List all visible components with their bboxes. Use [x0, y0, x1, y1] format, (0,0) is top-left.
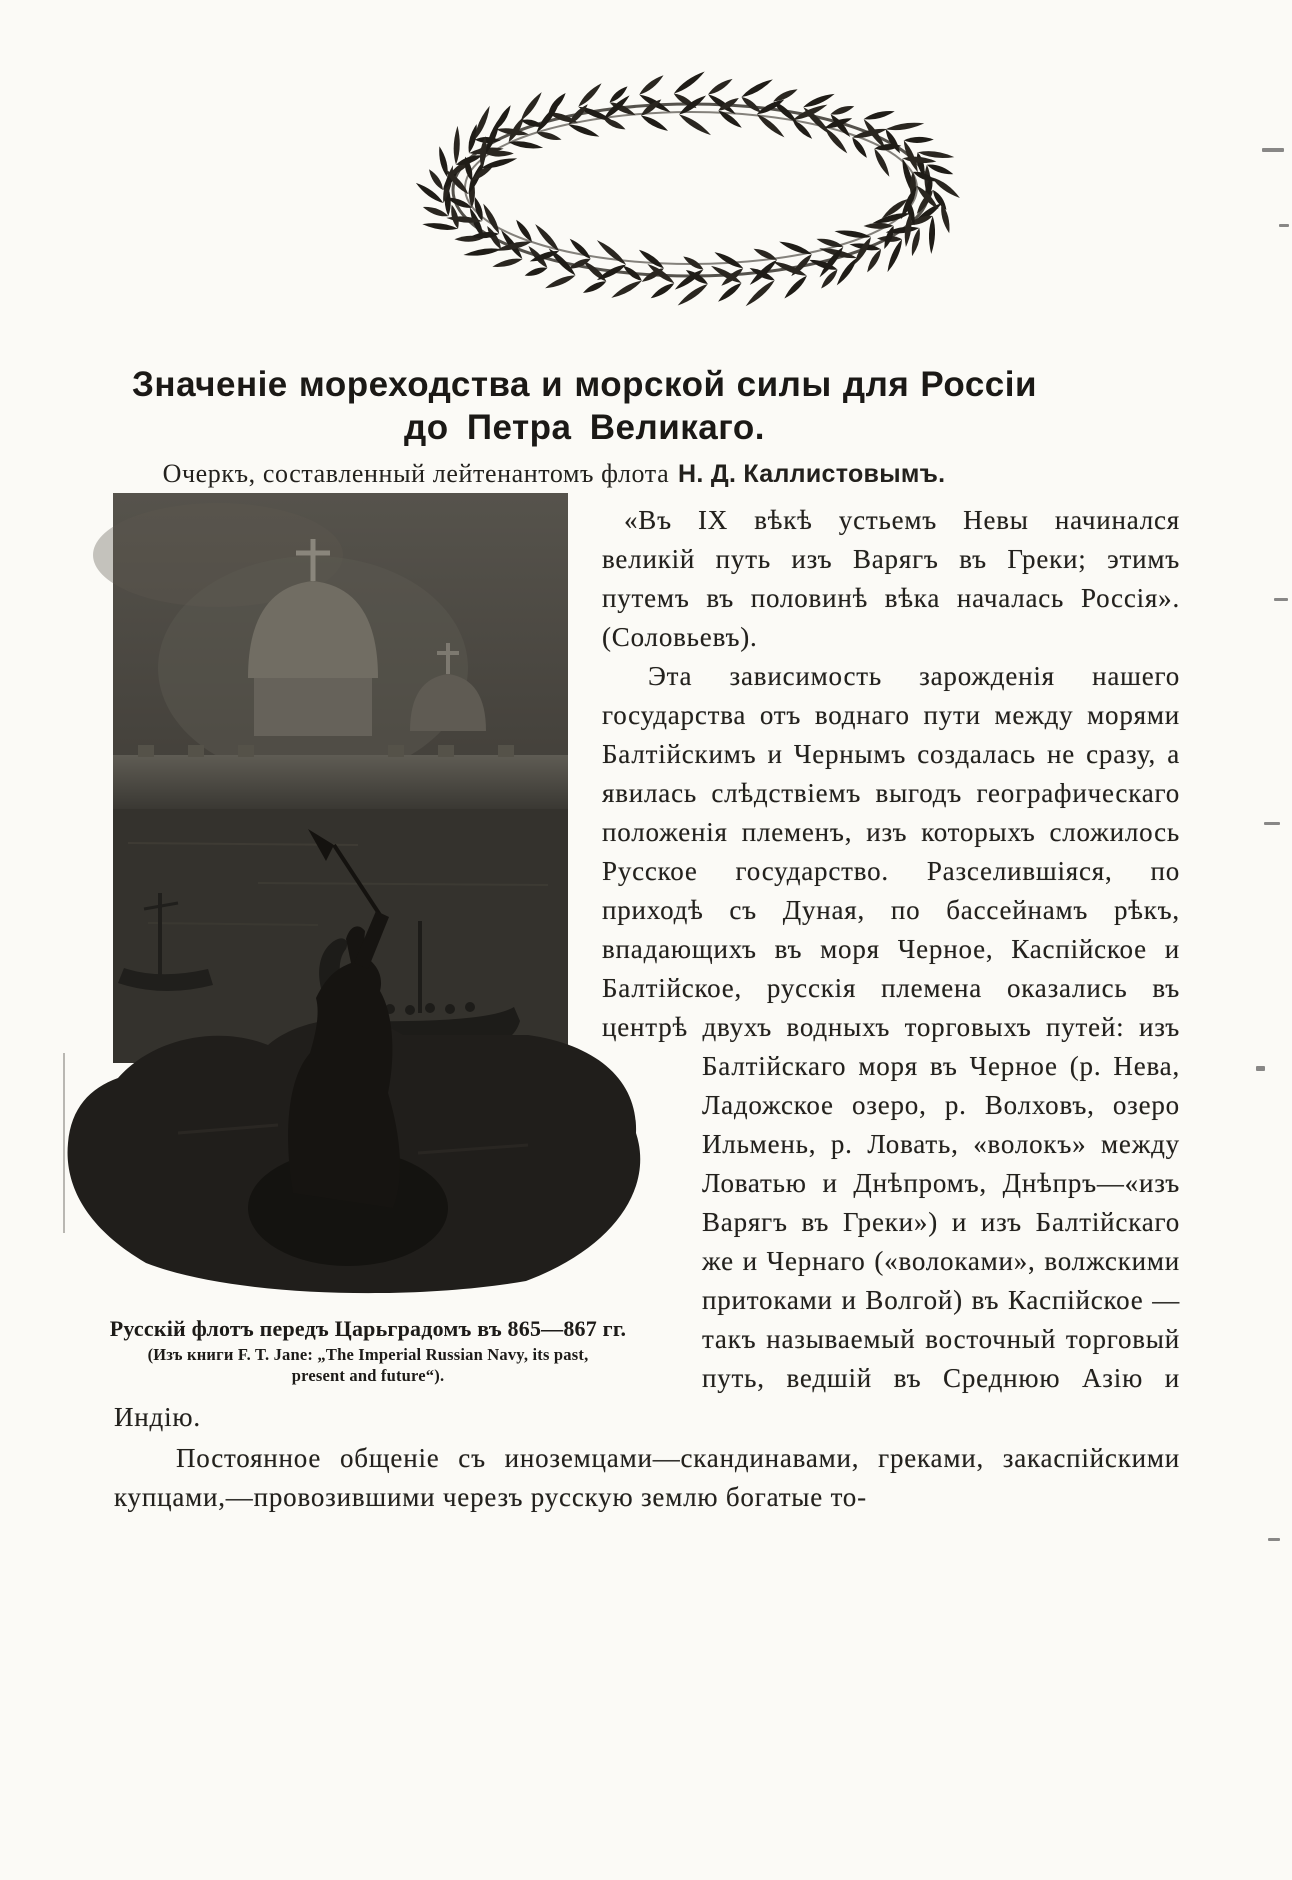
fleet-illustration — [58, 493, 658, 1386]
paragraph-quote: «Въ IX вѣкѣ устьемъ Невы начинался великій путь изъ Варягъ въ Греки; этимъ путемъ въ половинѣ вѣка началась Россія». (Соловьевъ). — [602, 505, 1180, 652]
byline-author: Н. Д. Каллистовымъ. — [677, 460, 946, 488]
article-title-line2: до Петра Великаго. — [404, 408, 765, 447]
laurel-wreath-engraving — [364, 38, 1019, 343]
fleet-before-tsargrad-image — [58, 493, 658, 1308]
article-title — [132, 363, 1037, 449]
article-byline — [114, 457, 994, 491]
paragraph-closing: Постоянное общеніе съ иноземцами—скандинавами, греками, закаспійскими купцами,—провозившими черезъ русскую землю богатые то- — [114, 1443, 1180, 1512]
figure-caption-title: Русскій флотъ передъ Царьградомъ въ 865—867 гг. — [109, 1316, 627, 1341]
figure-caption-source-line2: present and future“). — [291, 1366, 445, 1385]
article-title-line1: Значеніе мореходства и морской силы для Россіи — [132, 365, 1037, 404]
laurel-wreath-icon — [364, 38, 1019, 343]
figure-caption-source-line1: (Изъ книги F. T. Jane: „The Imperial Russian Navy, its past, — [147, 1345, 589, 1364]
scan-artifact-dash — [1268, 1538, 1280, 1541]
figure-caption — [98, 1314, 638, 1386]
byline-text: Очеркъ, составленный лейтенантомъ флота — [162, 459, 670, 488]
paragraph-main: Эта зависимость зарожденія нашего государства отъ воднаго пути между морями Балтійскимъ и Чернымъ создалась не сразу, а явилась слѣдствіемъ выгодъ географическаго положенія племенъ, изъ которыхъ сложилось Русское государство. Разселившіяся, по приходѣ съ Дуная, по бассейнамъ рѣкъ, впадающихъ въ моря Черное, Каспійское и Балтійское, русскія племена оказались въ центрѣ двухъ водныхъ торговыхъ путей: изъ Балтійскаго моря въ Черное (р. Нева, Ладожское озеро, р. Волховъ, озеро Ильмень, р. Ловать, «волокъ» между Ловатью и Днѣпромъ, Днѣпръ—«изъ Варягъ въ Греки») и изъ Балтійскаго же и Чернаго («волоками», волжскими притоками и Волгой) въ Каспійское — такъ называемый восточный торговый путь, ведшій въ Среднюю Азію и Индію. — [114, 661, 1180, 1432]
article-body — [109, 501, 1180, 1517]
